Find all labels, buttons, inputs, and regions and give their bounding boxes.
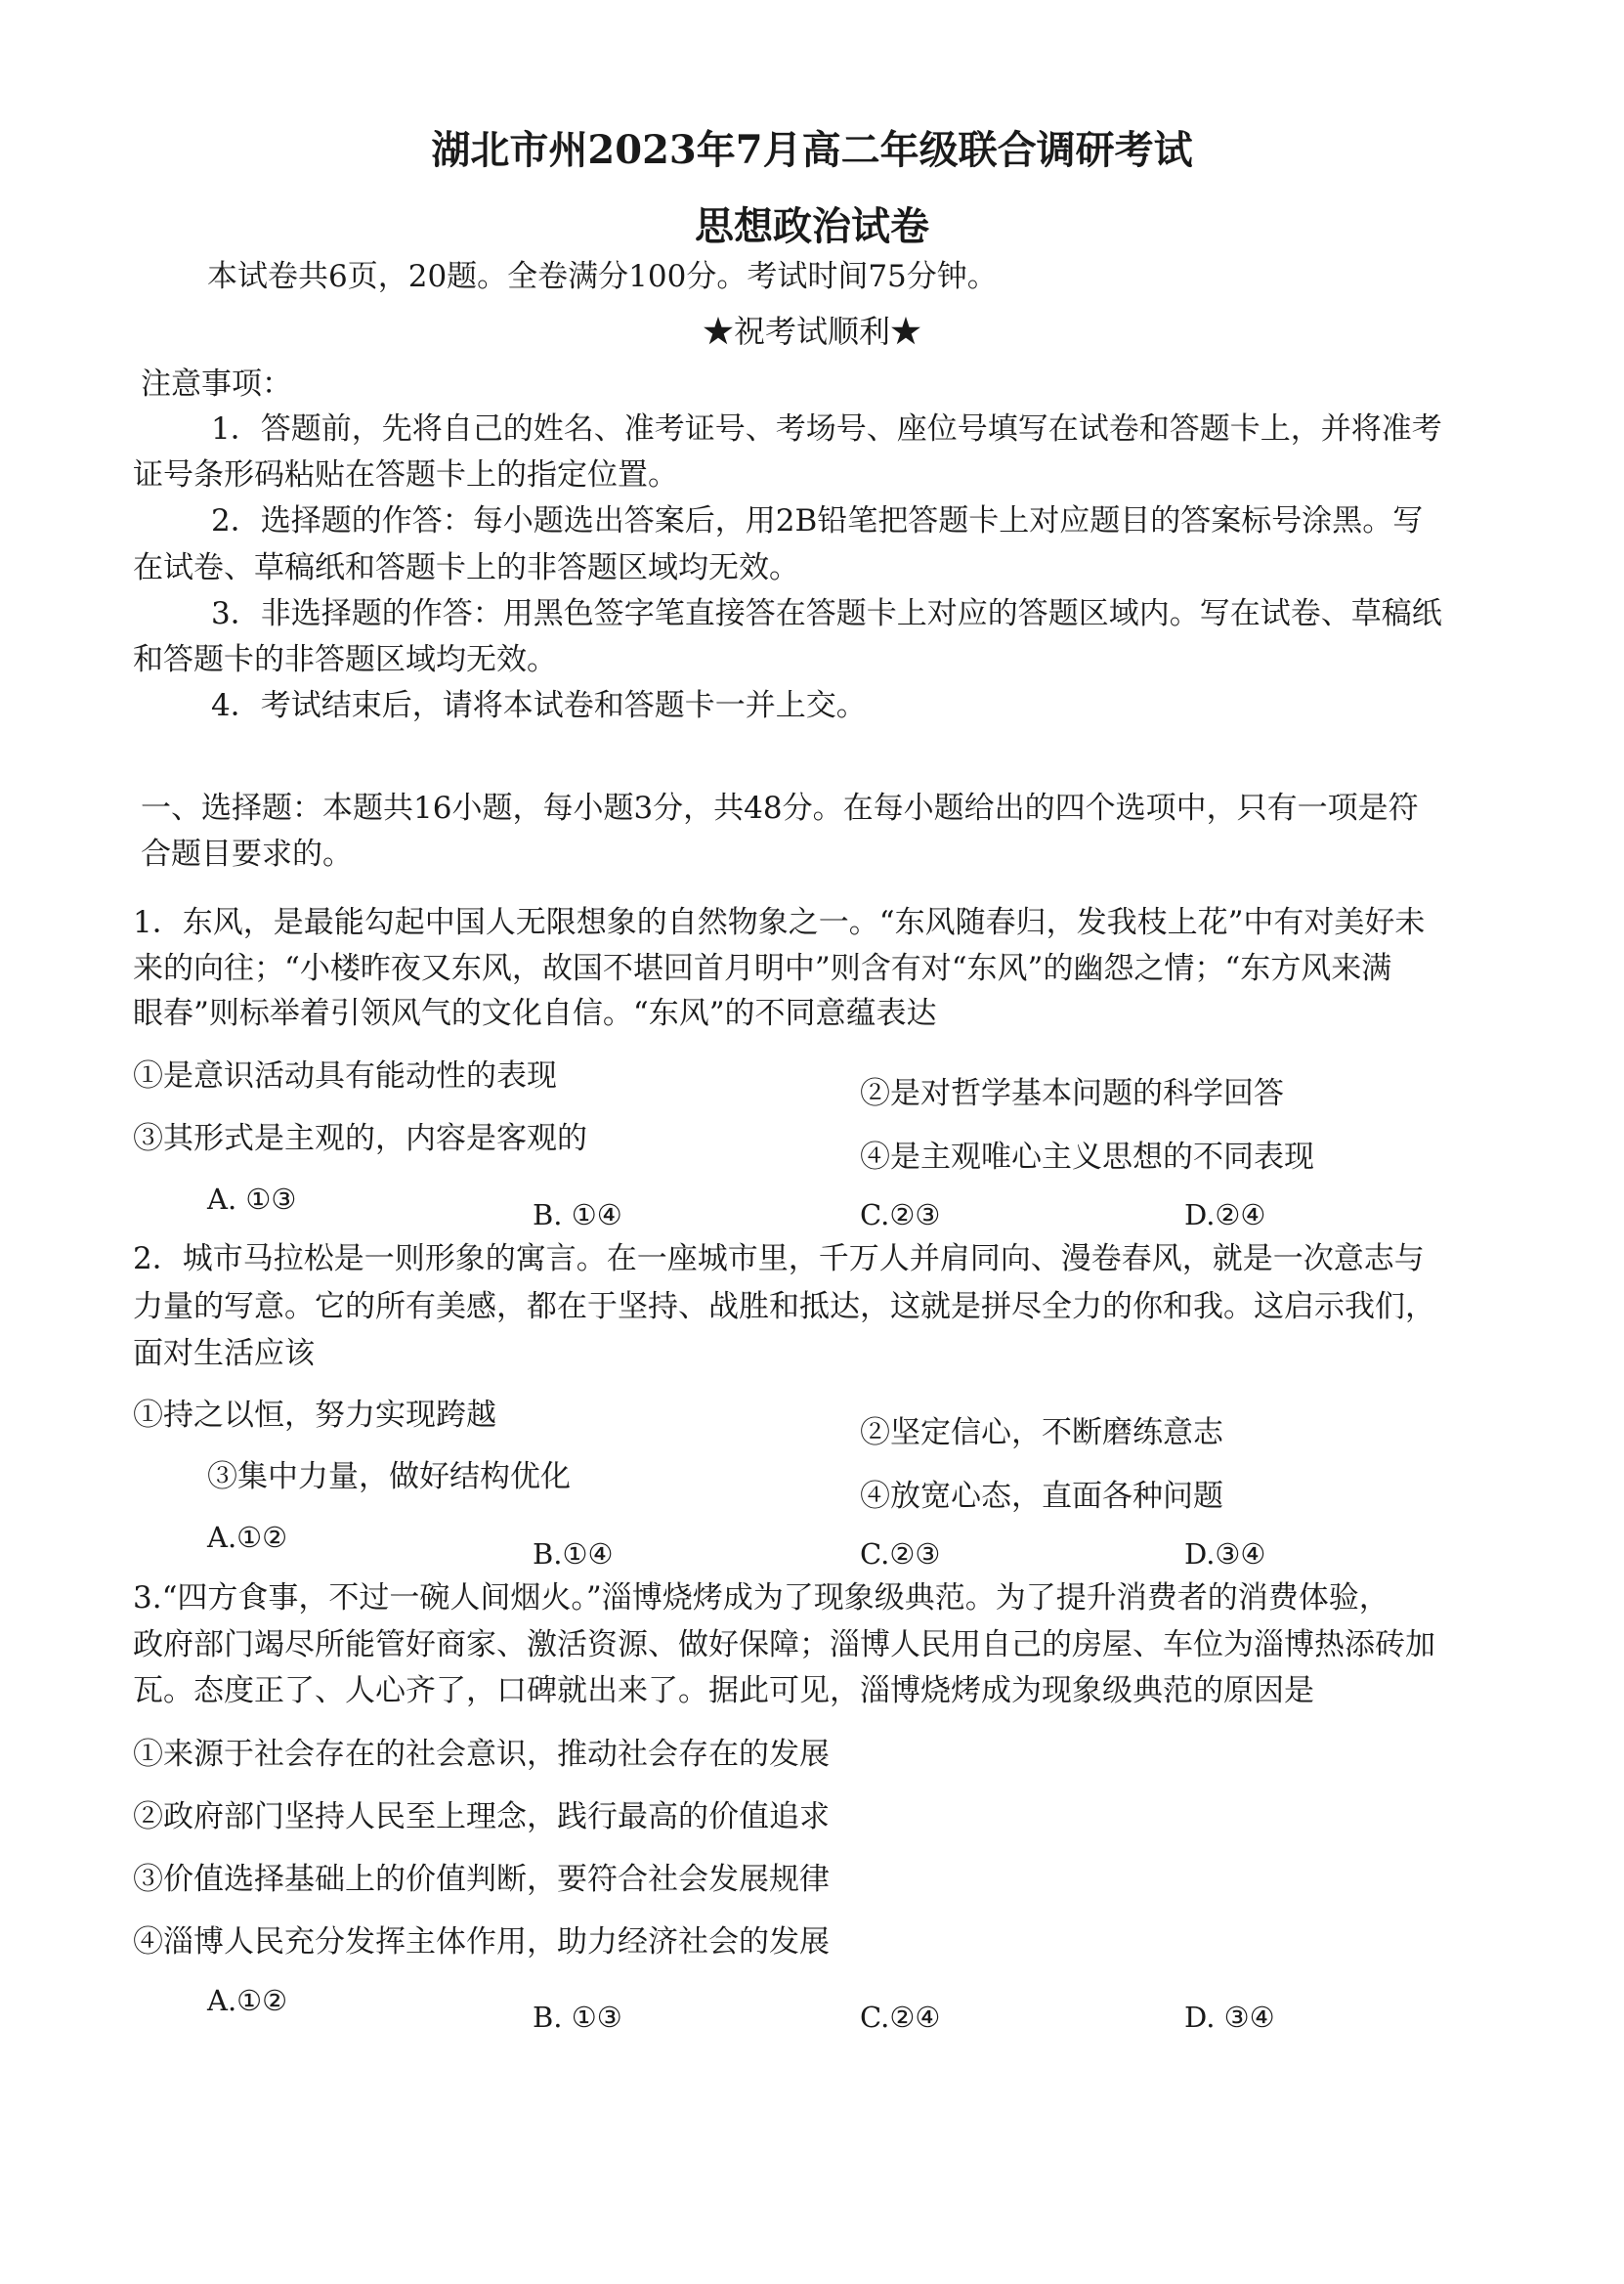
note-line: 4．考试结束后，请将本试卷和答题卡一并上交。 <box>211 688 867 723</box>
answer-option-b[interactable]: B.①④ <box>533 1537 614 1571</box>
notes-heading: 注意事项： <box>141 366 292 402</box>
statement-item: ③其形式是主观的，内容是客观的 <box>133 1121 587 1156</box>
answer-option-d[interactable]: D. ③④ <box>1184 2001 1275 2034</box>
answer-option-c[interactable]: C.②③ <box>860 1198 941 1231</box>
answer-option-b[interactable]: B. ①③ <box>533 2001 622 2034</box>
statement-item: ①来源于社会存在的社会意识，推动社会存在的发展 <box>133 1737 830 1772</box>
statement-item: ④是主观唯心主义思想的不同表现 <box>860 1140 1314 1175</box>
answer-option-b[interactable]: B. ①④ <box>533 1198 622 1231</box>
note-line: 2．选择题的作答：每小题选出答案后，用2B铅笔把答题卡上对应题目的答案标号涂黑。写 <box>211 503 1424 539</box>
statement-item: ④放宽心态，直面各种问题 <box>860 1479 1223 1514</box>
question-stem-line: 政府部门竭尽所能管好商家、激活资源、做好保障；淄博人民用自己的房屋、车位为淄博热添砖加 <box>133 1627 1435 1662</box>
good-luck-banner: ★祝考试顺利★ <box>702 313 921 350</box>
note-line: 3．非选择题的作答：用黑色签字笔直接答在答题卡上对应的答题区域内。写在试卷、草稿纸 <box>211 596 1442 631</box>
statement-item: ③集中力量，做好结构优化 <box>207 1459 571 1494</box>
question-stem-line: 来的向往；“小楼昨夜又东风，故国不堪回首月明中”则含有对“东风”的幽怨之情；“东方风来满 <box>133 951 1392 986</box>
question-stem-line: 力量的写意。它的所有美感，都在于坚持、战胜和抵达，这就是拼尽全力的你和我。这启示我们， <box>133 1289 1435 1324</box>
statement-item: ④淄博人民充分发挥主体作用，助力经济社会的发展 <box>133 1924 830 1960</box>
answer-option-a[interactable]: A.①② <box>207 1521 288 1554</box>
answer-option-d[interactable]: D.③④ <box>1184 1537 1266 1571</box>
statement-item: ②政府部门坚持人民至上理念，践行最高的价值追求 <box>133 1799 830 1834</box>
section-heading: 一、选择题：本题共16小题，每小题3分，共48分。在每小题给出的四个选项中，只有一项是符 <box>141 791 1419 826</box>
section-heading-cont: 合题目要求的。 <box>141 837 353 872</box>
question-stem-line: 1．东风，是最能勾起中国人无限想象的自然物象之一。“东风随春归，发我枝上花”中有对美好未 <box>133 905 1426 940</box>
note-line: 证号条形码粘贴在答题卡上的指定位置。 <box>133 457 678 493</box>
note-line: 和答题卡的非答题区域均无效。 <box>133 642 557 677</box>
answer-option-a[interactable]: A.①② <box>207 1984 288 2017</box>
question-stem-line: 3.“四方食事，不过一碗人间烟火。”淄博烧烤成为了现象级典范。为了提升消费者的消费体验， <box>133 1580 1389 1616</box>
answer-option-d[interactable]: D.②④ <box>1184 1198 1266 1231</box>
note-line: 在试卷、草稿纸和答题卡上的非答题区域均无效。 <box>133 550 799 585</box>
exam-title: 湖北市州2023年7月高二年级联合调研考试 <box>431 127 1193 173</box>
question-stem-line: 瓦。态度正了、人心齐了，口碑就出来了。据此可见，淄博烧烤成为现象级典范的原因是 <box>133 1673 1314 1708</box>
question-stem-line: 面对生活应该 <box>133 1336 315 1371</box>
note-line: 1．答题前，先将自己的姓名、准考证号、考场号、座位号填写在试卷和答题卡上，并将准考 <box>211 411 1442 447</box>
statement-item: ②坚定信心，不断磨练意志 <box>860 1415 1223 1450</box>
answer-option-a[interactable]: A. ①③ <box>207 1183 297 1216</box>
question-stem-line: 2．城市马拉松是一则形象的寓言。在一座城市里，千万人并肩同向、漫卷春风，就是一次意志与 <box>133 1241 1425 1276</box>
paper-subtitle: 思想政治试卷 <box>695 203 929 249</box>
statement-item: ②是对哲学基本问题的科学回答 <box>860 1076 1284 1111</box>
statement-item: ①是意识活动具有能动性的表现 <box>133 1058 557 1094</box>
answer-option-c[interactable]: C.②④ <box>860 2001 941 2034</box>
paper-info: 本试卷共6页，20题。全卷满分100分。考试时间75分钟。 <box>207 259 998 294</box>
statement-item: ③价值选择基础上的价值判断，要符合社会发展规律 <box>133 1862 830 1897</box>
answer-option-c[interactable]: C.②③ <box>860 1537 941 1571</box>
question-stem-line: 眼春”则标举着引领风气的文化自信。“东风”的不同意蕴表达 <box>133 996 937 1031</box>
statement-item: ①持之以恒，努力实现跨越 <box>133 1398 496 1433</box>
